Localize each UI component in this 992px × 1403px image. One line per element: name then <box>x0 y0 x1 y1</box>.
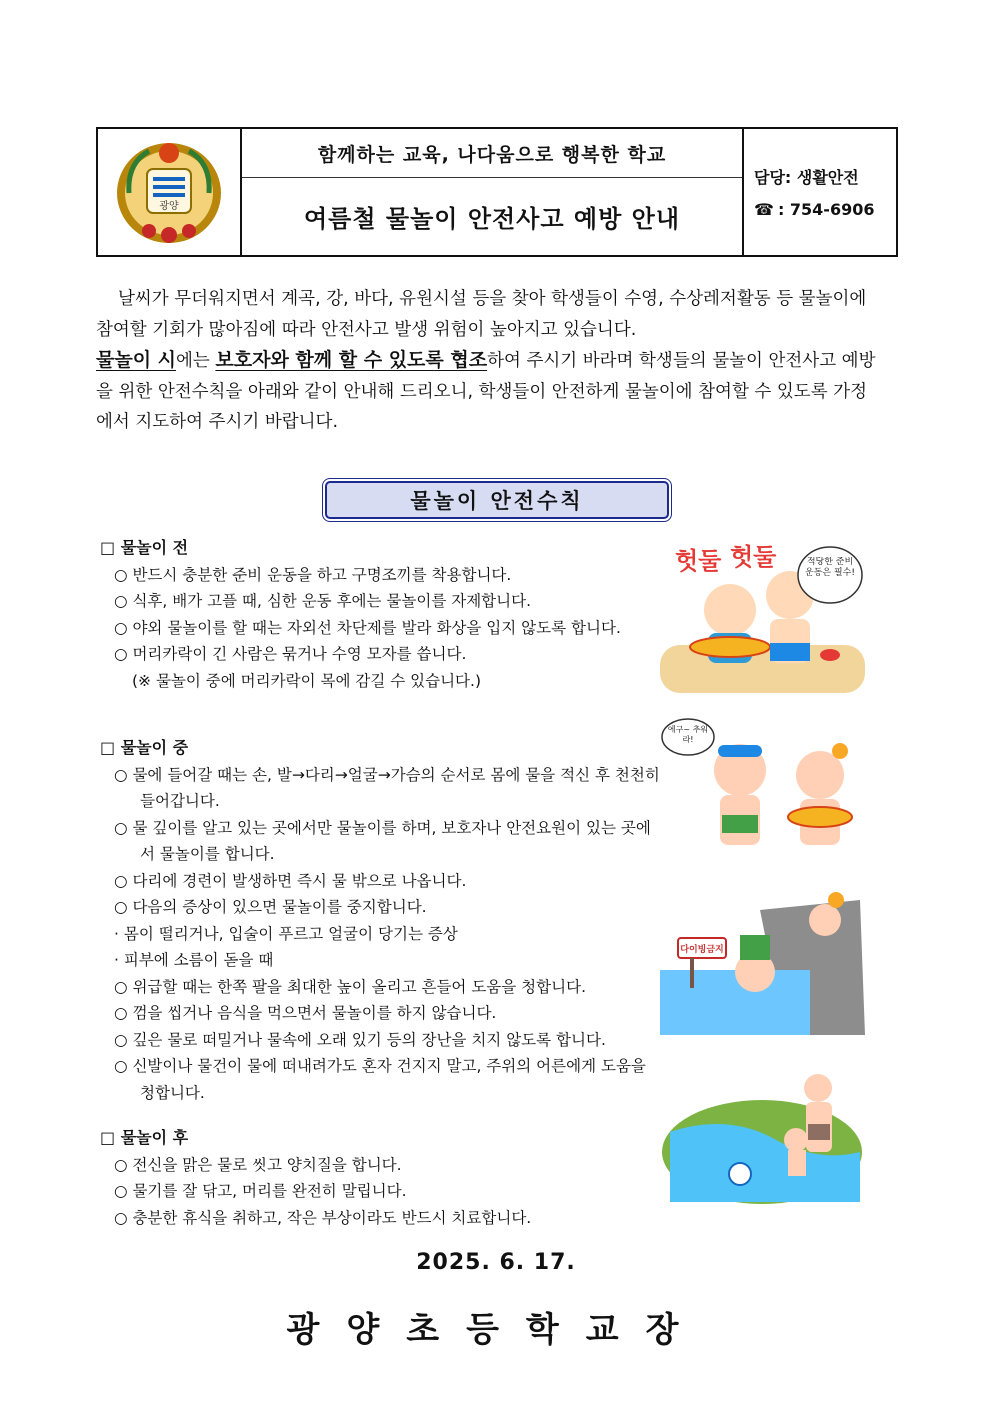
speech-bubble-warmup: 적당한 준비 운동은 필수! <box>805 557 855 578</box>
list-item: ○ 다리에 경련이 발생하면 즉시 물 밖으로 나옵니다. <box>114 871 467 890</box>
intro-text-1: 에는 <box>176 351 216 371</box>
heading-during: □ 물놀이 중 <box>100 738 189 757</box>
note: (※ 물놀이 중에 머리카락이 목에 감길 수 있습니다.) <box>132 671 481 690</box>
rules-before <box>100 535 660 694</box>
school-slogan: 함께하는 교육, 나다움으로 행복한 학교 <box>242 129 742 178</box>
intro-paragraph-1: 날씨가 무더워지면서 계곡, 강, 바다, 유원시설 등을 찾아 학생들이 수영, 수상레저활동 등 물놀이에 참여할 기회가 많아짐에 따라 안전사고 발생 위험이 높아지고 있습니다. <box>96 289 867 340</box>
illustration-diving <box>660 880 865 1035</box>
intro-text <box>96 284 876 438</box>
speech-bubble-cold: 에구~ 추워라! <box>667 725 709 744</box>
phone-line <box>754 200 896 219</box>
contact-cell <box>744 129 896 255</box>
section-title: 물놀이 안전수칙 <box>325 481 669 519</box>
highlight-guardian: 보호자와 함께 할 수 있도록 협조 <box>215 349 488 371</box>
intro-paragraph-2 <box>96 345 876 438</box>
signer-name: 광양초등학교장 <box>286 1310 706 1350</box>
illustration-river <box>660 1062 865 1207</box>
header-table <box>96 127 898 257</box>
list-item: ○ 물 깊이를 알고 있는 곳에서만 물놀이를 하며, 보호자나 안전요원이 있는 곳에서 물놀이를 합니다. <box>114 818 651 863</box>
heading-after: □ 물놀이 후 <box>100 1128 189 1147</box>
list-item: ○ 반드시 충분한 준비 운동을 하고 구명조끼를 착용합니다. <box>114 565 512 584</box>
school-emblem-icon <box>109 133 229 251</box>
list-item: ○ 껌을 씹거나 음식을 먹으면서 물놀이를 하지 않습니다. <box>114 1004 497 1022</box>
list-item: ○ 물에 들어갈 때는 손, 발→다리→얼굴→가슴의 순서로 몸에 물을 적신 후 천천히 들어갑니다. <box>114 765 660 810</box>
illustration-warmup <box>660 535 865 693</box>
list-item: ○ 물기를 잘 닦고, 머리를 완전히 말립니다. <box>114 1182 407 1200</box>
chant-text-a: 헛둘 <box>675 547 722 575</box>
highlight-water-play: 물놀이 시 <box>96 349 177 371</box>
list-subitem: · 피부에 소름이 돋을 때 <box>114 951 274 969</box>
list-item: ○ 깊은 물로 떠밀거나 물속에 오래 있기 등의 장난을 치지 않도록 합니다. <box>114 1030 606 1049</box>
heading-before: □ 물놀이 전 <box>100 538 189 557</box>
chant-text-b: 헛둘 <box>730 543 777 571</box>
no-diving-sign: 다이빙금지 <box>680 945 724 955</box>
logo-text: 광양 <box>159 201 179 212</box>
list-item: ○ 식후, 배가 고플 때, 심한 운동 후에는 물놀이를 자제합니다. <box>114 592 532 610</box>
list-item: ○ 충분한 휴식을 취하고, 작은 부상이라도 반드시 치료합니다. <box>114 1208 532 1227</box>
rules-after <box>100 1125 660 1231</box>
list-item: ○ 야외 물놀이를 할 때는 자외선 차단제를 발라 화상을 입지 않도록 합니다. <box>114 618 621 637</box>
list-item: ○ 위급할 때는 한쪽 팔을 최대한 높이 올리고 흔들어 도움을 청합니다. <box>114 977 586 996</box>
phone-icon: ☎ <box>754 200 774 219</box>
list-item: ○ 다음의 증상이 있으면 물놀이를 중지합니다. <box>114 898 427 916</box>
title-cell <box>242 129 744 255</box>
list-item: ○ 머리카락이 긴 사람은 묶거나 수영 모자를 씁니다. <box>114 645 467 663</box>
document-date: 2025. 6. 17. <box>416 1250 576 1275</box>
intro-text-2: 하여 주시기 바라며 학생들의 물놀이 안전사고 예방을 위한 안전수칙을 아래와 같이 안내해 드리오니, 학생들이 안전하게 물놀이에 참여할 수 있도록 가정에서 지도하여 주시기 바랍니다. <box>96 351 876 432</box>
rules-during <box>100 735 660 1106</box>
document-title: 여름철 물놀이 안전사고 예방 안내 <box>304 205 680 233</box>
contact-label: 담당: 생활안전 <box>754 168 859 187</box>
list-subitem: · 몸이 떨리거나, 입술이 푸르고 얼굴이 당기는 증상 <box>114 924 458 943</box>
phone-number: : 754-6906 <box>777 200 875 219</box>
logo-cell <box>98 129 242 255</box>
list-item: ○ 전신을 맑은 물로 씻고 양치질을 합니다. <box>114 1155 402 1174</box>
illustration-cold <box>660 715 860 865</box>
list-item: ○ 신발이나 물건이 물에 떠내려가도 혼자 건지지 말고, 주위의 어른에게 도움을 청합니다. <box>114 1057 646 1102</box>
